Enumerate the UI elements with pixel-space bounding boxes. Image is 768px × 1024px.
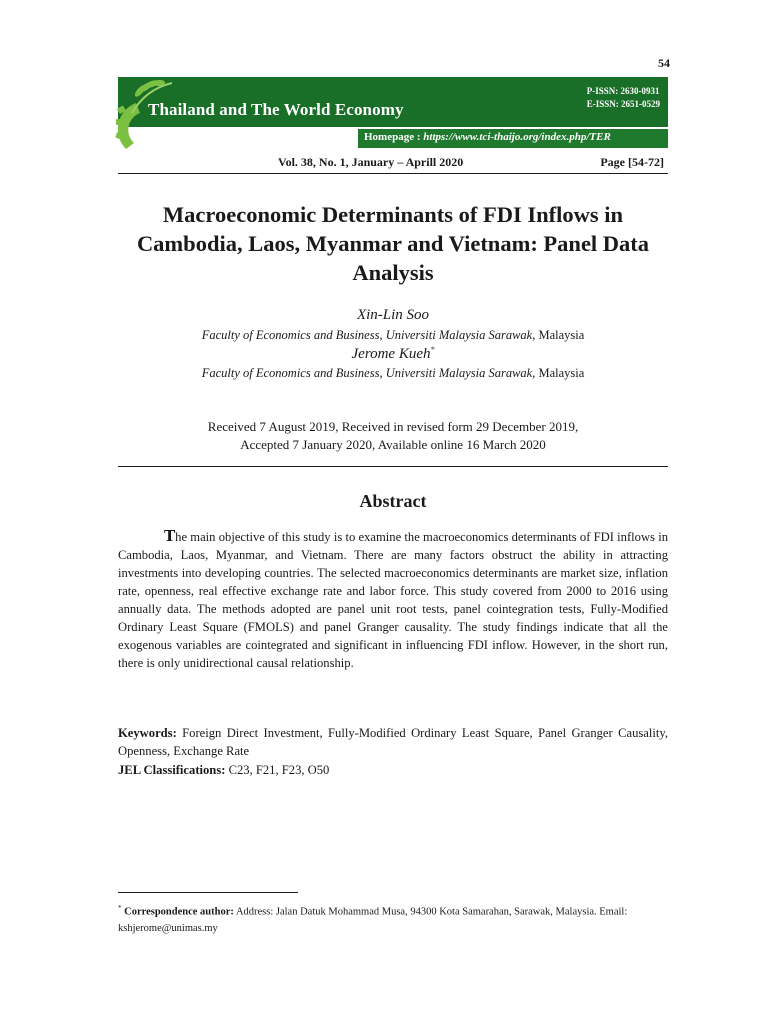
abstract-heading: Abstract: [359, 491, 427, 511]
homepage-link[interactable]: https://www.tci-thaijo.org/index.php/TER: [423, 131, 611, 143]
paper-title: Macroeconomic Determinants of FDI Inflows in Cambodia, Laos, Myanmar and Vietnam: Panel Data Analysis: [136, 202, 650, 285]
author-name: Xin-Lin Soo: [356, 307, 430, 323]
publication-dates: Received 7 August 2019, Received in revised form 29 December 2019, Accepted 7 January 2020, Available online 16 March 2020: [207, 419, 579, 452]
author-affiliation: Faculty of Economics and Business, Universiti Malaysia Sarawak, Malaysia: [201, 366, 585, 380]
page-range: Page [54-72]: [600, 155, 664, 169]
jel-label: JEL Classifications:: [118, 763, 226, 777]
jel-classifications: JEL Classifications: C23, F21, F23, O50: [118, 763, 330, 777]
e-issn: E-ISSN: 2651-0529: [586, 99, 660, 109]
volume-line: [118, 155, 668, 174]
author-affiliation: Faculty of Economics and Business, Universiti Malaysia Sarawak, Malaysia: [201, 328, 585, 342]
correspondence-marker: *: [430, 345, 435, 354]
journal-name: Thailand and The World Economy: [148, 100, 404, 119]
footnote-divider: [118, 892, 298, 893]
volume-info: Vol. 38, No. 1, January – Aprill 2020: [278, 155, 464, 169]
journal-banner: [118, 77, 668, 150]
homepage-label: Homepage :: [364, 131, 421, 143]
correspondence-footnote: * Correspondence author: Address: Jalan Datuk Mohammad Musa, 94300 Kota Samarahan, Sarawak, Malaysia. Email: kshjerome@unimas.my: [118, 904, 628, 934]
page-number: 54: [658, 56, 670, 70]
keywords-label: Keywords:: [118, 726, 177, 740]
abstract-text: The main objective of this study is to examine the macroeconomics determinants of FDI inflows in Cambodia, Laos, Myanmar, and Vietnam. There are many factors obstruct the ability in attracting investments into developing countries. The selected macroeconomics determinants are market size, inflation rate, openness, real effective exchange rate and labor force. This study covered from 2000 to 2016 using annually data. The methods adopted are panel unit root tests, panel cointegration tests, Fully-Modified Ordinary Least Square (FMOLS) and panel Granger causality. The study findings indicate that all the exogenous variables are cointegrated and significant in influencing FDI inflow. However, in the short run, there is only unidirectional causal relationship.: [118, 527, 668, 670]
p-issn: P-ISSN: 2630-0931: [586, 86, 660, 96]
section-divider: [118, 466, 668, 467]
homepage-line: [364, 131, 611, 143]
drop-cap: T: [164, 527, 176, 545]
issn-block: [587, 85, 660, 111]
keywords: Keywords: Foreign Direct Investment, Fully-Modified Ordinary Least Square, Panel Granger Causality, Openness, Exchange Rate: [118, 726, 668, 758]
author-name: Jerome Kueh*: [351, 345, 435, 362]
footnote-label: Correspondence author:: [124, 906, 234, 918]
